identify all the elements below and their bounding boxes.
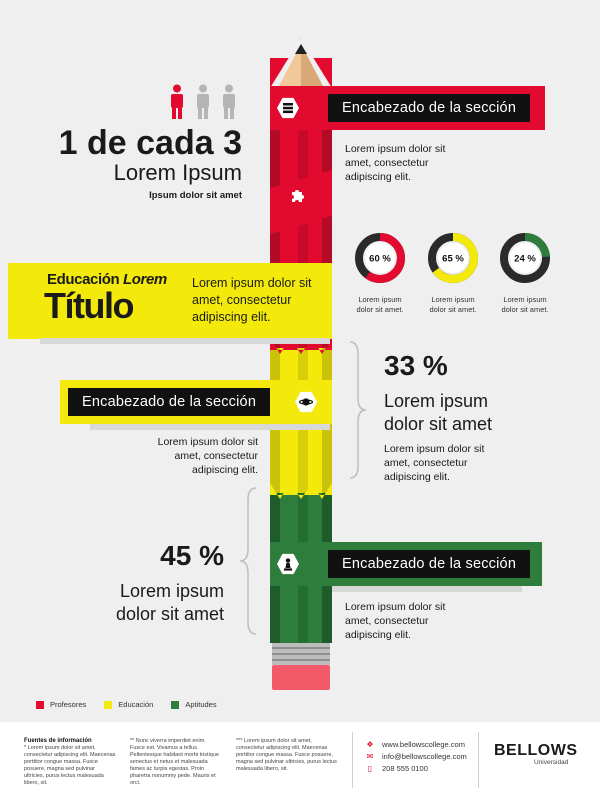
section-shadow [332,586,522,592]
title-text: Lorem ipsum dolor sit amet, consectetur adipiscing elit. [192,276,312,324]
stat-45-value: 45 % [160,540,224,571]
section-label: Encabezado de la sección [328,550,530,578]
donut-chart [497,230,553,315]
section-label: Encabezado de la sección [328,94,530,122]
people-icons [166,84,244,120]
stat-33-body: Lorem ipsum dolor sit amet, consectetur adipiscing elit. [384,443,485,483]
chess-pawn-icon [277,553,299,575]
person-icon [197,85,209,120]
phone-icon: ▯ [367,764,373,773]
pencil-eraser [272,665,330,690]
kicker-a: Educación [47,271,120,288]
brand-logo: BELLOWS [494,742,578,759]
contact-web[interactable] [366,740,465,749]
stat-45-text: Lorem ipsum dolor sit amet [115,581,224,624]
legend-swatch-green [171,701,179,709]
globe-icon: ❖ [366,740,374,749]
stat-caption: Ipsum dolor sit amet [149,190,242,201]
footer-col-3: *** Lorem ipsum dolor sit amet, consectetur adipiscing elit. Maecenas porttitor congue massa. Fusce posuere, magna sed pulvinar ultricies, purus lectus malesuada libero, sit. [236,738,337,772]
donut-label: 60 % [369,253,391,265]
stat-33-value: 33 % [384,350,448,381]
divider [478,732,479,788]
section-text-green: Lorem ipsum dolor sit amet, consectetur adipiscing elit. [345,601,446,641]
contact-phone [366,764,428,773]
title-band-shadow [40,338,330,344]
donut-label: 65 % [442,253,464,265]
kicker-b: Lorem [123,271,167,288]
footer-col-1: * Lorem ipsum dolor sit amet, consectetur adipiscing elit. Maecenas porttitor congue massa. Fusce posuere, magna sed pulvinar ultricies, purus lectus malesuada libero, sit. [24,745,116,786]
legend-label: Aptitudes [185,700,217,709]
section-label: Encabezado de la sección [68,388,270,416]
pencil-illustration [270,38,332,690]
brand-subtitle: Universidad [534,759,569,766]
footer-col-2: ** Nunc viverra imperdiet enim. Fusce est. Vivamus a tellus. Pellentesque habitant morbi tristique senectus et netus et malesuada fames ac turpis egestas. Proin pharetra nonummy pede. Mauris et orci. [130,738,219,786]
contact-email-text: info@bellowscollege.com [382,752,467,761]
planet-icon [295,391,317,413]
legend-swatch-red [36,701,44,709]
legend [36,700,217,709]
contact-web-text: www.bellowscollege.com [382,740,465,749]
section-header-yellow [60,380,332,424]
footer-sources-title: Fuentes de información [24,738,92,744]
footer [0,722,600,800]
contact-email[interactable] [366,752,467,761]
donut-caption: Lorem ipsum dolor sit amet. [501,295,549,314]
stat-subhead: Lorem Ipsum [113,160,242,185]
person-icon [223,85,235,120]
mail-icon: ✉ [366,752,374,761]
stat-33-text: Lorem ipsum dolor sit amet [384,391,493,434]
donut-chart [352,230,408,315]
footer-sources [24,738,116,787]
donut-label: 24 % [514,253,536,265]
section-shadow [90,424,330,430]
section-header-green [270,542,542,586]
legend-item [104,700,153,709]
stat-headline: 1 de cada 3 [58,124,242,162]
divider [352,732,353,788]
brace-icon [236,486,260,636]
section-text-red: Lorem ipsum dolor sit amet, consectetur adipiscing elit. [345,143,446,183]
section-header-red [270,86,545,130]
donut-caption: Lorem ipsum dolor sit amet. [429,295,477,314]
legend-label: Profesores [50,700,87,709]
legend-item [171,700,216,709]
section-text-yellow: Lorem ipsum dolor sit amet, consectetur adipiscing elit. [157,436,258,476]
title-main: Título [44,285,133,326]
legend-label: Educación [118,700,154,709]
puzzle-icon [290,188,306,204]
stack-icon [277,97,299,119]
legend-swatch-yellow [104,701,112,709]
person-icon-highlighted [171,85,183,120]
legend-item [36,700,86,709]
contact-phone-text: 208 555 0100 [382,764,428,773]
donut-caption: Lorem ipsum dolor sit amet. [356,295,404,314]
donut-chart [425,230,481,315]
brace-icon [346,340,370,480]
